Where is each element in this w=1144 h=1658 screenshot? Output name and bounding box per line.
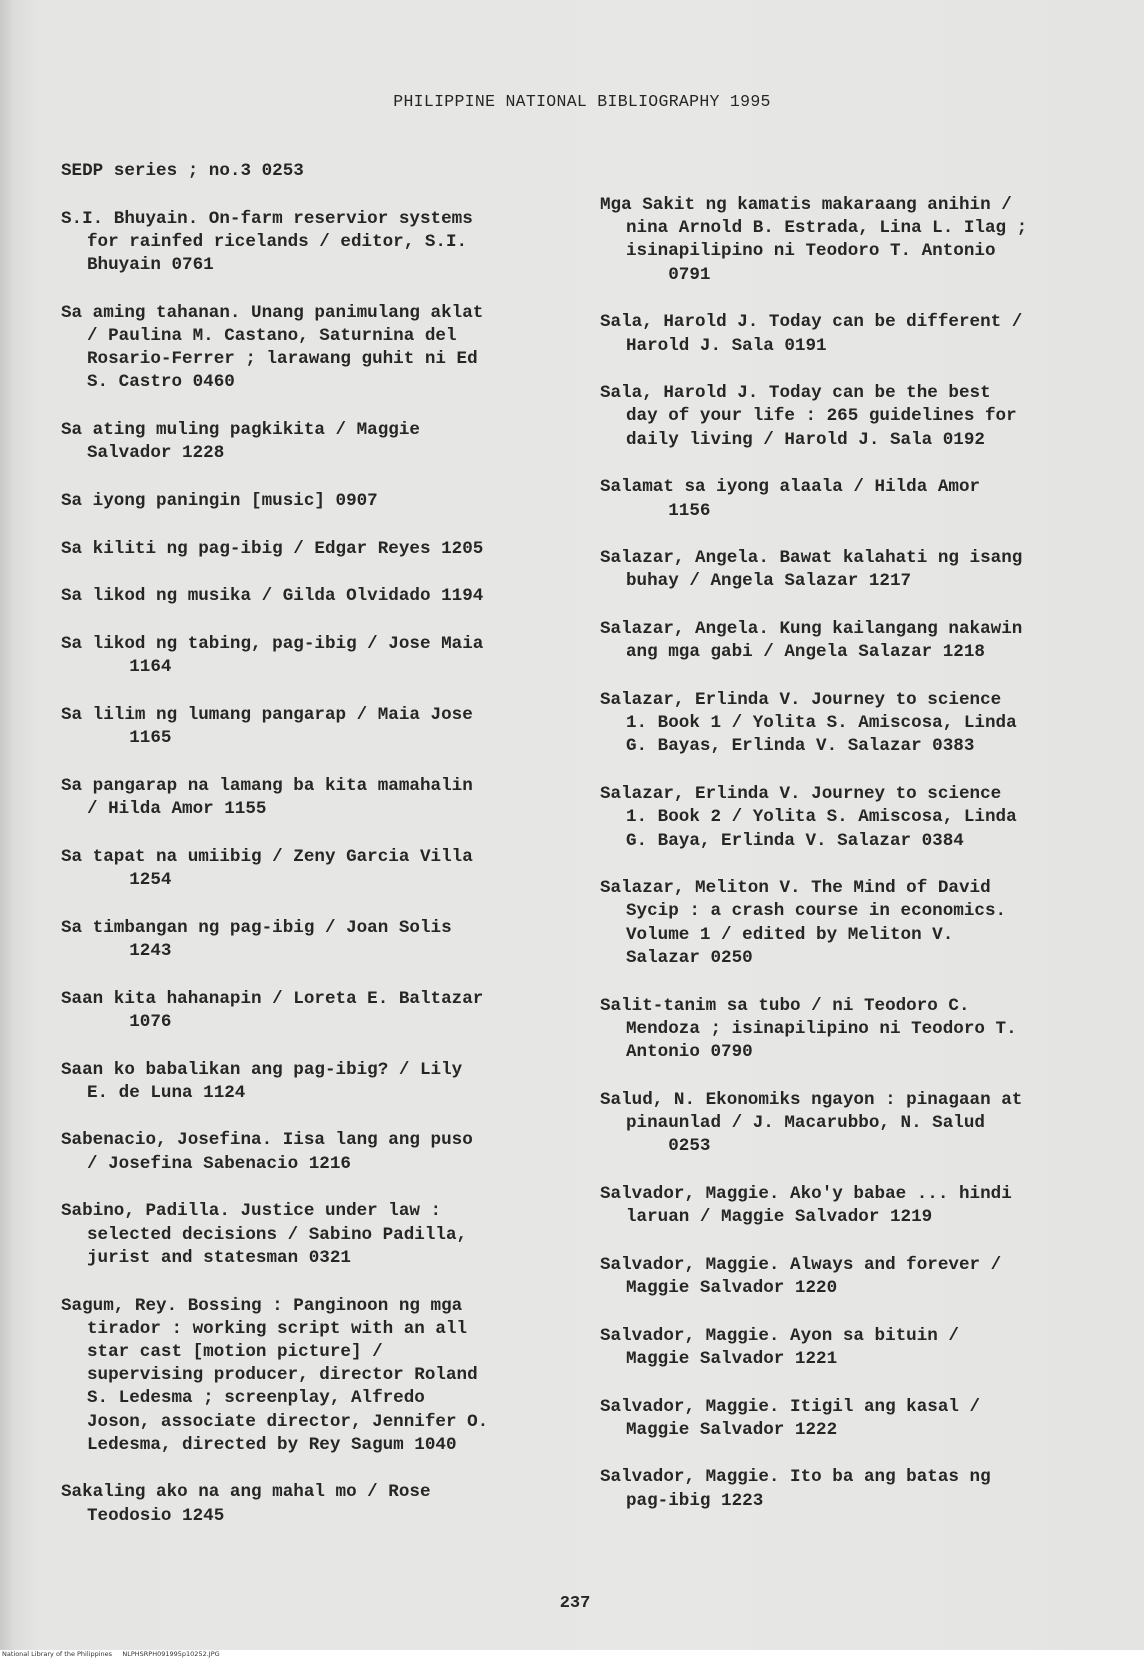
- bibliography-entry: Salamat sa iyong alaala / Hilda Amor 1156: [600, 477, 981, 521]
- right-column: [600, 194, 1100, 1537]
- bibliography-entry: Salazar, Erlinda V. Journey to science 1. Book 2 / Yolita S. Amiscosa, Linda G. Baya, Erlinda V. Salazar 0384: [600, 784, 1017, 851]
- bibliography-entry: Sa likod ng tabing, pag-ibig / Jose Maia 1164: [61, 634, 484, 678]
- bibliography-entry: SEDP series ; no.3 0253: [61, 161, 304, 181]
- bibliography-entry: Sa tapat na umiibig / Zeny Garcia Villa 1254: [61, 846, 473, 891]
- bibliography-entry: Salvador, Maggie. Itigil ang kasal / Maggie Salvador 1222: [600, 1396, 981, 1440]
- bibliography-entry: Sa lilim ng lumang pangarap / Maia Jose 1165: [61, 705, 473, 749]
- bibliography-entry: Mga Sakit ng kamatis makaraang anihin / nina Arnold B. Estrada, Lina L. Ilag ; isinapilipino ni Teodoro T. Antonio 0791: [600, 195, 1028, 285]
- bibliography-entry: Salvador, Maggie. Ako'y babae ... hindi laruan / Maggie Salvador 1219: [600, 1183, 1012, 1227]
- page-header: PHILIPPINE NATIONAL BIBLIOGRAPHY 1995: [393, 92, 771, 111]
- bibliography-entry: Sa aming tahanan. Unang panimulang aklat / Paulina M. Castano, Saturnina del Rosario-Ferrer ; larawang guhit ni Ed S. Castro 0460: [61, 302, 484, 393]
- left-column: [61, 160, 571, 1552]
- bibliography-entry: Salvador, Maggie. Ito ba ang batas ng pag-ibig 1223: [600, 1467, 991, 1511]
- bibliography-entry: Sakaling ako na ang mahal mo / Rose Teodosio 1245: [61, 1482, 431, 1526]
- bibliography-entry: Salvador, Maggie. Always and forever / Maggie Salvador 1220: [600, 1254, 1002, 1298]
- bibliography-entry: Sa kiliti ng pag-ibig / Edgar Reyes 1205: [61, 538, 484, 559]
- bibliography-entry: Sa pangarap na lamang ba kita mamahalin / Hilda Amor 1155: [61, 775, 473, 820]
- bibliography-entry: Saan ko babalikan ang pag-ibig? / Lily E. de Luna 1124: [61, 1059, 463, 1103]
- bibliography-entry: Salazar, Angela. Kung kailangang nakawin ang mga gabi / Angela Salazar 1218: [600, 619, 1023, 663]
- bibliography-entry: Sabenacio, Josefina. Iisa lang ang puso / Josefina Sabenacio 1216: [61, 1130, 473, 1174]
- bibliography-entry: S.I. Bhuyain. On-farm reservior systems for rainfed ricelands / editor, S.I. Bhuyain 0761: [61, 208, 473, 276]
- page-number: 237: [559, 1594, 591, 1613]
- bibliography-entry: Sala, Harold J. Today can be the best day of your life : 265 guidelines for daily living / Harold J. Sala 0192: [600, 383, 1017, 450]
- bibliography-entry: Salvador, Maggie. Ayon sa bituin / Maggie Salvador 1221: [600, 1325, 959, 1369]
- bibliography-entry: Salud, N. Ekonomiks ngayon : pinagaan at pinaunlad / J. Macarubbo, N. Salud 0253: [600, 1089, 1023, 1157]
- bibliography-entry: Sa ating muling pagkikita / Maggie Salvador 1228: [61, 420, 420, 464]
- bibliography-entry: Salazar, Erlinda V. Journey to science 1. Book 1 / Yolita S. Amiscosa, Linda G. Bayas, Erlinda V. Salazar 0383: [600, 690, 1017, 757]
- bibliography-entry: Sagum, Rey. Bossing : Panginoon ng mga tirador : working script with an all star cast [motion picture] / supervising producer, director Roland S. Ledesma ; screenplay, Alfredo Joson, associate director, Jennifer O. Ledesma, directed by Rey Sagum 1040: [61, 1295, 489, 1455]
- bibliography-entry: Salit-tanim sa tubo / ni Teodoro C. Mendoza ; isinapilipino ni Teodoro T. Antonio 0790: [600, 995, 1017, 1062]
- bibliography-entry: Salazar, Angela. Bawat kalahati ng isang buhay / Angela Salazar 1217: [600, 548, 1023, 592]
- scan-credit: National Library of the Philippines NLPHSRPH091995p10252.JPG: [0, 1650, 1144, 1658]
- bibliography-entry: Saan kita hahanapin / Loreta E. Baltazar 1076: [61, 988, 484, 1032]
- bibliography-entry: Sala, Harold J. Today can be different / Harold J. Sala 0191: [600, 312, 1023, 356]
- bibliography-entry: Sabino, Padilla. Justice under law : selected decisions / Sabino Padilla, jurist and statesman 0321: [61, 1201, 468, 1268]
- bibliography-entry: Sa iyong paningin [music] 0907: [61, 491, 378, 512]
- bibliography-entry: Salazar, Meliton V. The Mind of David Sycip : a crash course in economics. Volume 1 / edited by Meliton V. Salazar 0250: [600, 878, 1007, 968]
- bibliography-entry: Sa timbangan ng pag-ibig / Joan Solis 1243: [61, 917, 452, 961]
- bibliography-entry: Sa likod ng musika / Gilda Olvidado 1194: [61, 586, 484, 607]
